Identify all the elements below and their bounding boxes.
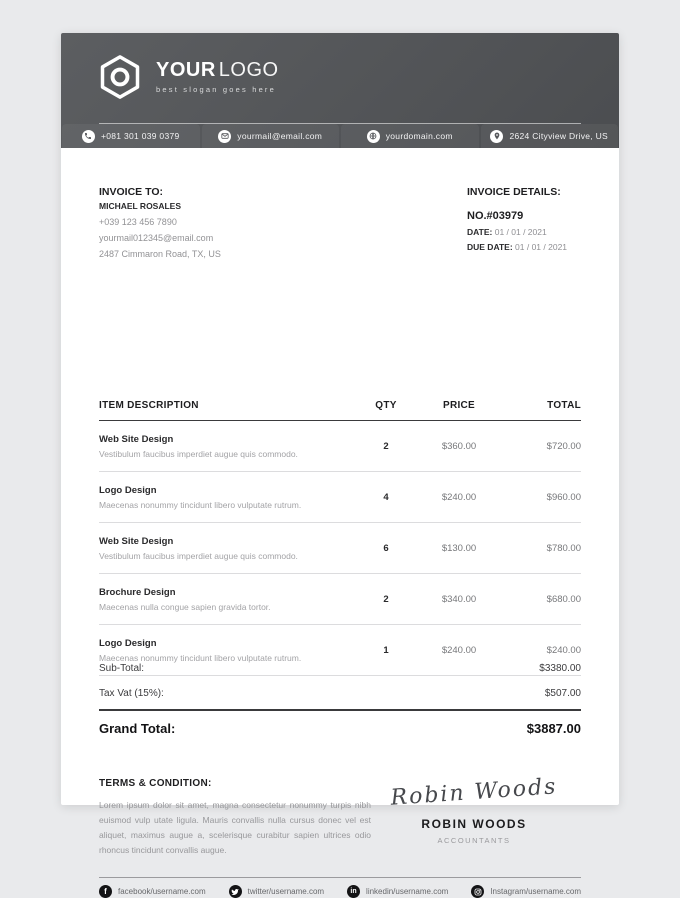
item-price: $240.00 <box>441 645 477 656</box>
contact-address-label: 2624 Cityview Drive, US <box>509 131 609 141</box>
item-description: Maecenas nonummy tincidunt libero vulputate rutrum. <box>99 653 302 663</box>
hexagon-logo-icon <box>99 54 141 100</box>
location-icon <box>490 130 503 143</box>
header <box>61 33 619 148</box>
contact-email[interactable] <box>202 124 340 148</box>
linkedin-link[interactable] <box>347 885 448 898</box>
items-table <box>99 400 581 676</box>
facebook-icon: f <box>99 885 112 898</box>
item-qty: 2 <box>383 441 389 452</box>
terms-heading: TERMS & CONDITION: <box>99 778 212 789</box>
twitter-link[interactable] <box>229 885 324 898</box>
item-price: $340.00 <box>441 594 477 605</box>
item-qty: 2 <box>383 594 389 605</box>
client-address: 2487 Cimmaron Road, TX, US <box>99 249 221 259</box>
email-icon <box>218 130 231 143</box>
invoice-details-heading: INVOICE DETAILS: <box>467 186 561 198</box>
phone-icon <box>82 130 95 143</box>
tax-value: $507.00 <box>544 688 581 699</box>
item-total: $780.00 <box>546 543 581 554</box>
item-qty: 6 <box>383 543 389 554</box>
invoice-due-date: DUE DATE: 01 / 01 / 2021 <box>467 242 568 252</box>
table-row <box>99 574 581 625</box>
item-description: Maecenas nonummy tincidunt libero vulputate rutrum. <box>99 500 302 510</box>
contact-email-label: yourmail@email.com <box>237 131 323 141</box>
item-title: Web Site Design <box>99 434 174 445</box>
client-phone: +039 123 456 7890 <box>99 217 177 227</box>
subtotal-row <box>99 656 581 681</box>
contact-bar <box>61 124 619 148</box>
contact-phone[interactable] <box>62 124 200 148</box>
terms-text: Lorem ipsum dolor sit amet, magna consectetur nonummy turpis nibh euismod vulp utate ligula. Mauris convallis nulla cursus donec vel est aliquet, maximus augue a, scelerisque curabitur sapien ultrices odio rhoncus tincidunt convallis augue. <box>99 800 371 855</box>
social-links <box>99 885 581 898</box>
subtotal-label: Sub-Total: <box>99 663 145 674</box>
col-header-item: ITEM DESCRIPTION <box>99 400 199 411</box>
contact-address[interactable] <box>481 124 619 148</box>
item-qty: 1 <box>383 645 389 656</box>
item-title: Logo Design <box>99 638 157 649</box>
instagram-icon <box>471 885 484 898</box>
item-total: $960.00 <box>546 492 581 503</box>
contact-website-label: yourdomain.com <box>385 131 453 141</box>
linkedin-icon: in <box>347 885 360 898</box>
client-name: MICHAEL ROSALES <box>99 201 182 211</box>
invoice-number: NO.#03979 <box>467 210 524 222</box>
col-header-price: PRICE <box>442 400 476 411</box>
signature-script: Robin Woods <box>389 774 559 811</box>
item-description: Vestibulum faucibus imperdiet augue quis commodo. <box>99 449 298 459</box>
twitter-icon <box>229 885 242 898</box>
terms-block <box>99 778 371 858</box>
item-description: Vestibulum faucibus imperdiet augue quis commodo. <box>99 551 298 561</box>
logo-title: YOUR LOGO <box>156 59 279 81</box>
signer-role: ACCOUNTANTS <box>437 836 511 845</box>
invoice-details-block <box>467 186 567 252</box>
item-title: Brochure Design <box>99 587 176 598</box>
invoice-body <box>99 148 581 896</box>
facebook-label: facebook/username.com <box>118 887 206 896</box>
item-total: $680.00 <box>546 594 581 605</box>
contact-phone-label: +081 301 039 0379 <box>100 131 180 141</box>
logo-slogan: best slogan goes here <box>156 85 277 94</box>
table-row <box>99 523 581 574</box>
tax-label: Tax Vat (15%): <box>99 688 164 699</box>
client-email: yourmail012345@email.com <box>99 233 214 243</box>
item-price: $130.00 <box>441 543 477 554</box>
globe-icon <box>367 130 380 143</box>
linkedin-label: linkedin/username.com <box>366 887 449 896</box>
signer-name: ROBIN WOODS <box>421 817 527 831</box>
contact-website[interactable] <box>341 124 479 148</box>
logo <box>99 54 279 100</box>
grand-total-value: $3887.00 <box>526 720 581 736</box>
twitter-label: twitter/username.com <box>247 887 325 896</box>
facebook-link[interactable] <box>99 885 206 898</box>
invoice-page <box>61 33 619 896</box>
grand-total-row <box>99 711 581 746</box>
item-total: $720.00 <box>546 441 581 452</box>
table-row <box>99 472 581 523</box>
footer-divider <box>99 877 581 878</box>
table-header-row <box>99 400 581 421</box>
item-title: Logo Design <box>99 485 157 496</box>
invoice-date: DATE: 01 / 01 / 2021 <box>467 227 547 237</box>
item-title: Web Site Design <box>99 536 174 547</box>
item-total: $240.00 <box>546 645 581 656</box>
col-header-total: TOTAL <box>547 400 581 411</box>
col-header-qty: QTY <box>375 400 397 411</box>
invoice-to-heading: INVOICE TO: <box>99 186 163 198</box>
instagram-label: Instagram/username.com <box>490 887 581 896</box>
summary-block <box>99 656 581 746</box>
subtotal-value: $3380.00 <box>539 663 581 674</box>
invoice-to-block <box>99 186 221 259</box>
signature-block <box>369 774 579 845</box>
item-price: $360.00 <box>441 441 477 452</box>
item-price: $240.00 <box>441 492 477 503</box>
instagram-link[interactable] <box>471 885 581 898</box>
tax-row <box>99 681 581 706</box>
table-row <box>99 421 581 472</box>
item-description: Maecenas nulla congue sapien gravida tortor. <box>99 602 271 612</box>
item-qty: 4 <box>383 492 389 503</box>
grand-total-label: Grand Total: <box>99 720 176 736</box>
